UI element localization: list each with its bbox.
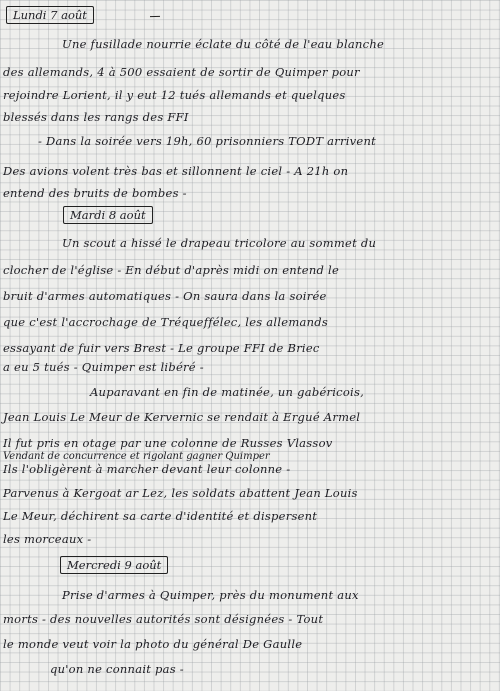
notebook-page: Lundi 7 août Une fusillade nourrie éclate du côté de l'eau blanche des allemands, 4 à 500 essaient de sortir de Quimper pour rejoindre Lorient, il y eut 12 tués allemands et quelques blessés dans les rangs des FFI - Dans la soirée vers 19h, 60 prisonniers TODT arrivent Des avions volent très bas et sillonnent le ciel - A 21h on entend des bruits de bombes - Mardi 8 août Un scout a hissé le drapeau tricolore au sommet du clocher de l'église - En début d'après midi on entend le bruit d'armes automatiques - On saura dans la soirée que c'est l'accrochage de Tréqueffélec, les allemands essayant de fuir vers Brest - Le groupe FFI de Briec a eu 5 tués - Quimper est libéré - Auparavant en fin de matinée, un gabéricois, Jean Louis Le Meur de Kervernic se rendait à Ergué Armel Il fut pris en otage par une colonne de Russes Vlassov Vendant de concurrence et rigolant gagner Quimper Ils l'obligèrent à marcher devant leur colonne - Parvenus à Kergoat ar Lez, les soldats abattent Jean Louis Le Meur, déchirent sa carte d'identité et dispersent les morceaux - Mercredi 9 août Prise d'armes à Quimper, près du monument aux morts - des nouvelles autorités sont désignées - Tout le monde veut voir la photo du général De Gaulle qu'on ne connait pas -: [3, 8, 385, 676]
date-heading: Lundi 7 août: [6, 6, 94, 24]
date-heading: Mercredi 9 août: [60, 556, 168, 574]
date-heading: Mardi 8 août: [63, 206, 153, 224]
dash: [150, 16, 160, 18]
